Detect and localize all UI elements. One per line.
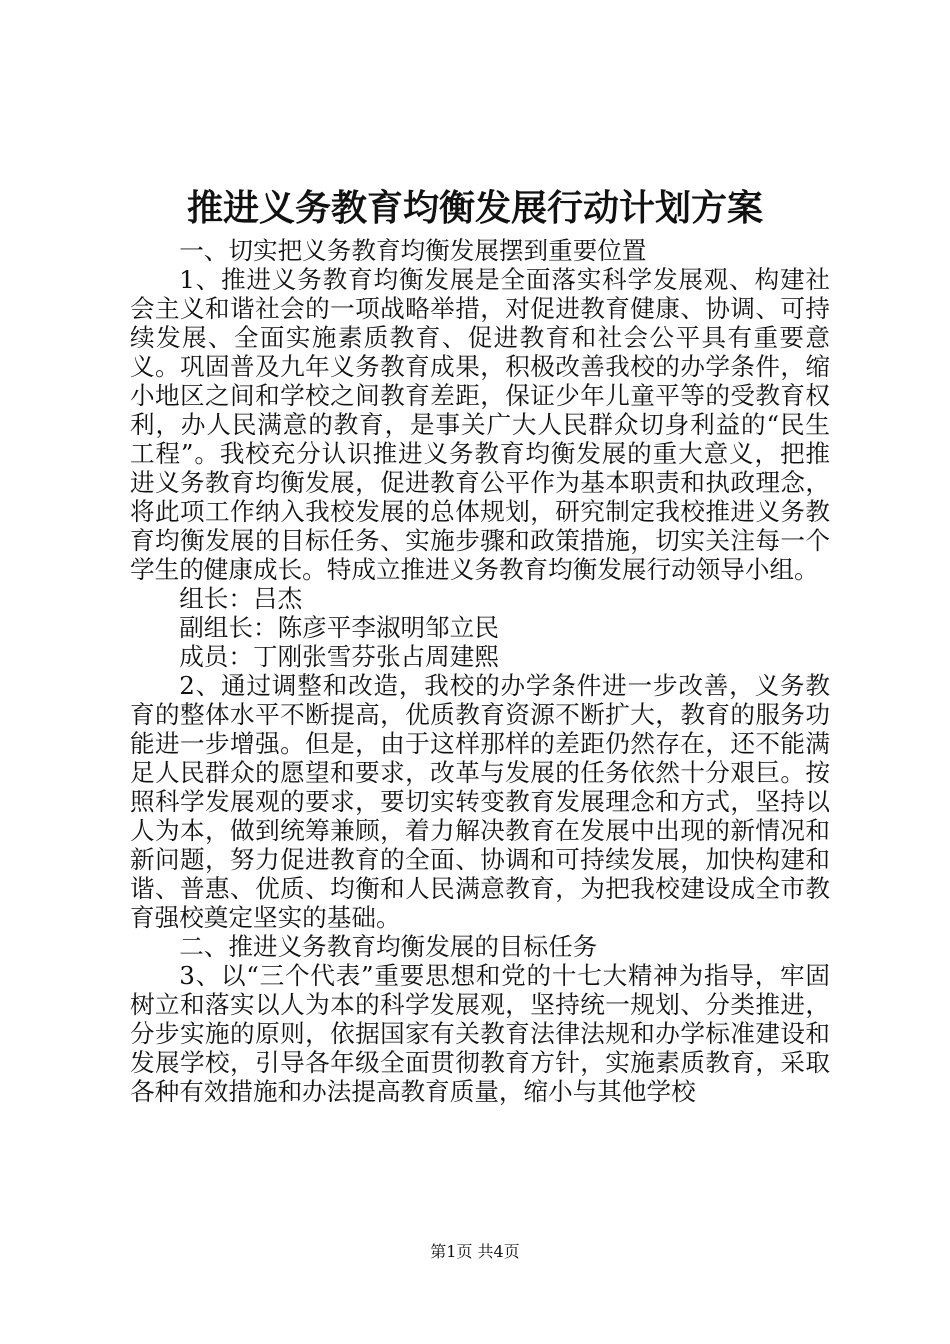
paragraph-3: 3、以“三个代表”重要思想和党的十七大精神为指导，牢固树立和落实以人为本的科学发展观，坚持统一规划、分类推进，分步实施的原则，依据国家有关教育法律法规和办学标准建设和发展学校，引导各年级全面贯彻教育方针，实施素质教育，采取各种有效措施和办法提高教育质量，缩小与其他学校 — [130, 961, 830, 1106]
section-heading-1: 一、切实把义务教育均衡发展摆到重要位置 — [179, 236, 647, 265]
document-body — [130, 236, 830, 1106]
paragraph-2: 2、通过调整和改造，我校的办学条件进一步改善，义务教育的整体水平不断提高，优质教育资源不断扩大，教育的服务功能进一步增强。但是，由于这样那样的差距仍然存在，还不能满足人民群众的愿望和要求，改革与发展的任务依然十分艰巨。按照科学发展观的要求，要切实转变教育发展理念和方式，坚持以人为本，做到统筹兼顾，着力解决教育在发展中出现的新情况和新问题，努力促进教育的全面、协调和可持续发展，加快构建和谐、普惠、优质、均衡和人民满意教育，为把我校建设成全市教育强校奠定坚实的基础。 — [130, 671, 830, 932]
page-number-footer: 第1页 共4页 — [430, 1242, 520, 1261]
section-heading-2: 二、推进义务教育均衡发展的目标任务 — [179, 932, 598, 961]
deputy-leader-line: 副组长：陈彦平李淑明邹立民 — [179, 613, 499, 642]
document-title: 推进义务教育均衡发展行动计划方案 — [186, 187, 763, 229]
members-line: 成员：丁刚张雪芬张占周建熙 — [179, 642, 499, 671]
group-leader-line: 组长：吕杰 — [179, 584, 303, 613]
paragraph-1: 1、推进义务教育均衡发展是全面落实科学发展观、构建社会主义和谐社会的一项战略举措，对促进教育健康、协调、可持续发展、全面实施素质教育、促进教育和社会公平具有重要意义。巩固普及九年义务教育成果，积极改善我校的办学条件，缩小地区之间和学校之间教育差距，保证少年儿童平等的受教育权利，办人民满意的教育，是事关广大人民群众切身利益的“民生工程”。我校充分认识推进义务教育均衡发展的重大意义，把推进义务教育均衡发展，促进教育公平作为基本职责和执政理念，将此项工作纳入我校发展的总体规划，研究制定我校推进义务教育均衡发展的目标任务、实施步骤和政策措施，切实关注每一个学生的健康成长。特成立推进义务教育均衡发展行动领导小组。 — [130, 265, 830, 584]
